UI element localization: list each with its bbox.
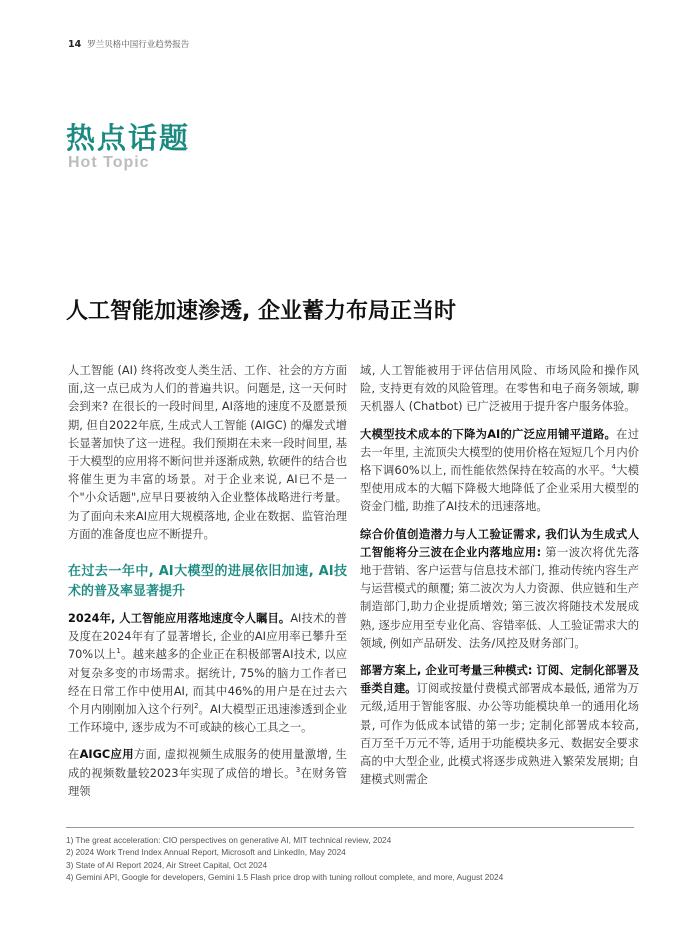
section-title: 热点话题 <box>66 121 191 155</box>
footnote: 2) 2024 Work Trend Index Annual Report, Microsoft and LinkedIn, May 2024 <box>66 847 346 858</box>
paragraph <box>360 526 639 653</box>
intro-paragraph: 人工智能 (AI) 终将改变人类生活、工作、社会的方方面面,这一点已成为人们的普遍共识。问题是, 这一天何时会到来? 在很长的一段时间里, AI落地的速度不及愿景预期, 但自2022年底, 生成式人工智能 (AIGC) 的爆发式增长显著加快了这一进程。我们预期在未来一段时间里, 基于大模型的应用将不断问世并逐渐成熟, 软硬件的结合也将催生更为丰富的场景。对于企业来说, AI已不是一个"小众话题",应早日要被纳入企业整体战略进行考量。为了面向未来AI应用大规模落地, 企业在数据、监管治理方面的准备度也应不断提升。 <box>68 364 347 541</box>
lead-bold: 部署方案上, 企业可考量三种模式: 订阅、定制化部署及垂类自建。 <box>360 664 639 696</box>
footnote-ref[interactable]: 4 <box>611 463 616 472</box>
footnote: 4) Gemini API, Google for developers, Gemini 1.5 Flash price drop with tuning rollout complete, and more, August 2024 <box>66 871 504 882</box>
section-subtitle: Hot Topic <box>68 154 150 171</box>
text: 在过去一年里, 主流顶尖大模型的使用价格在短短几个月内价格下调60%以上, 而性能依然保持在较高的水平。 <box>360 427 639 478</box>
footnote: 3) State of AI Report 2024, Air Street Capital, Oct 2024 <box>66 859 268 870</box>
text: 。AI大模型正迅速渗透到企业工作环境中, 逐步成为不可或缺的核心工具之一。 <box>68 703 347 735</box>
text: AI技术的普及度在2024年有了显著增长, 企业的AI应用率已攀升至70%以上 <box>68 612 347 662</box>
text: 第一波次将优先落地于营销、客户运营与信息技术部门, 推动传统内容生产与运营模式的颠覆; 第二波次为人力资源、供应链和生产制造部门,助力企业提质增效; 第三波次将随技术发展成熟, 逐步应用至专业化高、容错率低、人工验证需求大的领域, 例如产品研发、法务/风控及财务部门。 <box>360 545 639 650</box>
text: 在财务管理领 <box>68 766 347 798</box>
lead-bold: 2024年, 人工智能应用落地速度令人瞩目。 <box>68 612 291 626</box>
text: 在 <box>68 748 80 762</box>
paragraph: 域, 人工智能被用于评估信用风险、市场风险和操作风险, 支持更有效的风险管理。在零售和电子商务领域, 聊天机器人 (Chatbot) 已广泛被用于提升客户服务体验。 <box>360 364 639 414</box>
paragraph <box>360 662 639 789</box>
footnote-ref[interactable]: 3 <box>295 765 301 774</box>
lead-bold: 大模型技术成本的下降为AI的广泛应用铺平道路。 <box>360 427 617 441</box>
footnote: 1) The great acceleration: CIO perspectives on generative AI, MIT technical review, 2024 <box>66 835 392 845</box>
lead-bold: 综合价值创造潜力与人工验证需求, 我们认为生成式人工智能将分三波在企业内落地应用: <box>360 527 639 559</box>
text: 订阅或按量付费模式部署成本最低, 通常为万元级,适用于智能客服、办公等功能模块单一的通用化场景, 可作为低成本试错的第一步; 定制化部署成本较高, 百万至千万元不等, 适用于功能模块多元、数据安全要求高的中大型企业, 此模式将逐步成熟进入繁荣发展期; 自建模式则需企 <box>360 682 639 787</box>
footnote-divider <box>66 827 634 828</box>
text: 。越来越多的企业正在积极部署AI技术, 以应对复杂多变的市场需求。据统计, 75%的脑力工作者已经在日常工作中使用AI, 而其中46%的用户是在过去六个月内刚刚加入这个行列 <box>68 648 347 717</box>
subheading: 在过去一年中, AI大模型的进展依旧加速, AI技术的普及率显著提升 <box>68 564 347 600</box>
report-title: 罗兰贝格中国行业趋势报告 <box>87 40 190 50</box>
page-header <box>68 38 189 50</box>
footnotes <box>66 834 503 883</box>
lead-bold: AIGC应用 <box>79 748 134 762</box>
paragraph <box>68 610 347 737</box>
footnote-ref[interactable]: 2 <box>193 702 199 711</box>
footnote-ref[interactable]: 1 <box>116 647 121 656</box>
left-column <box>68 362 347 810</box>
right-column <box>360 362 639 798</box>
page-number: 14 <box>68 39 82 50</box>
text: 方面, 虚拟视频生成服务的使用量激增, 生成的视频数量较2023年实现了成倍的增长。 <box>68 748 347 780</box>
text: 大模型使用成本的大幅下降极大地降低了企业采用大模型的资金门槛, 助推了AI技术的迅速落地。 <box>360 464 639 514</box>
article-title: 人工智能加速渗透, 企业蓄力布局正当时 <box>66 299 457 324</box>
paragraph <box>68 746 347 801</box>
paragraph <box>360 426 639 517</box>
